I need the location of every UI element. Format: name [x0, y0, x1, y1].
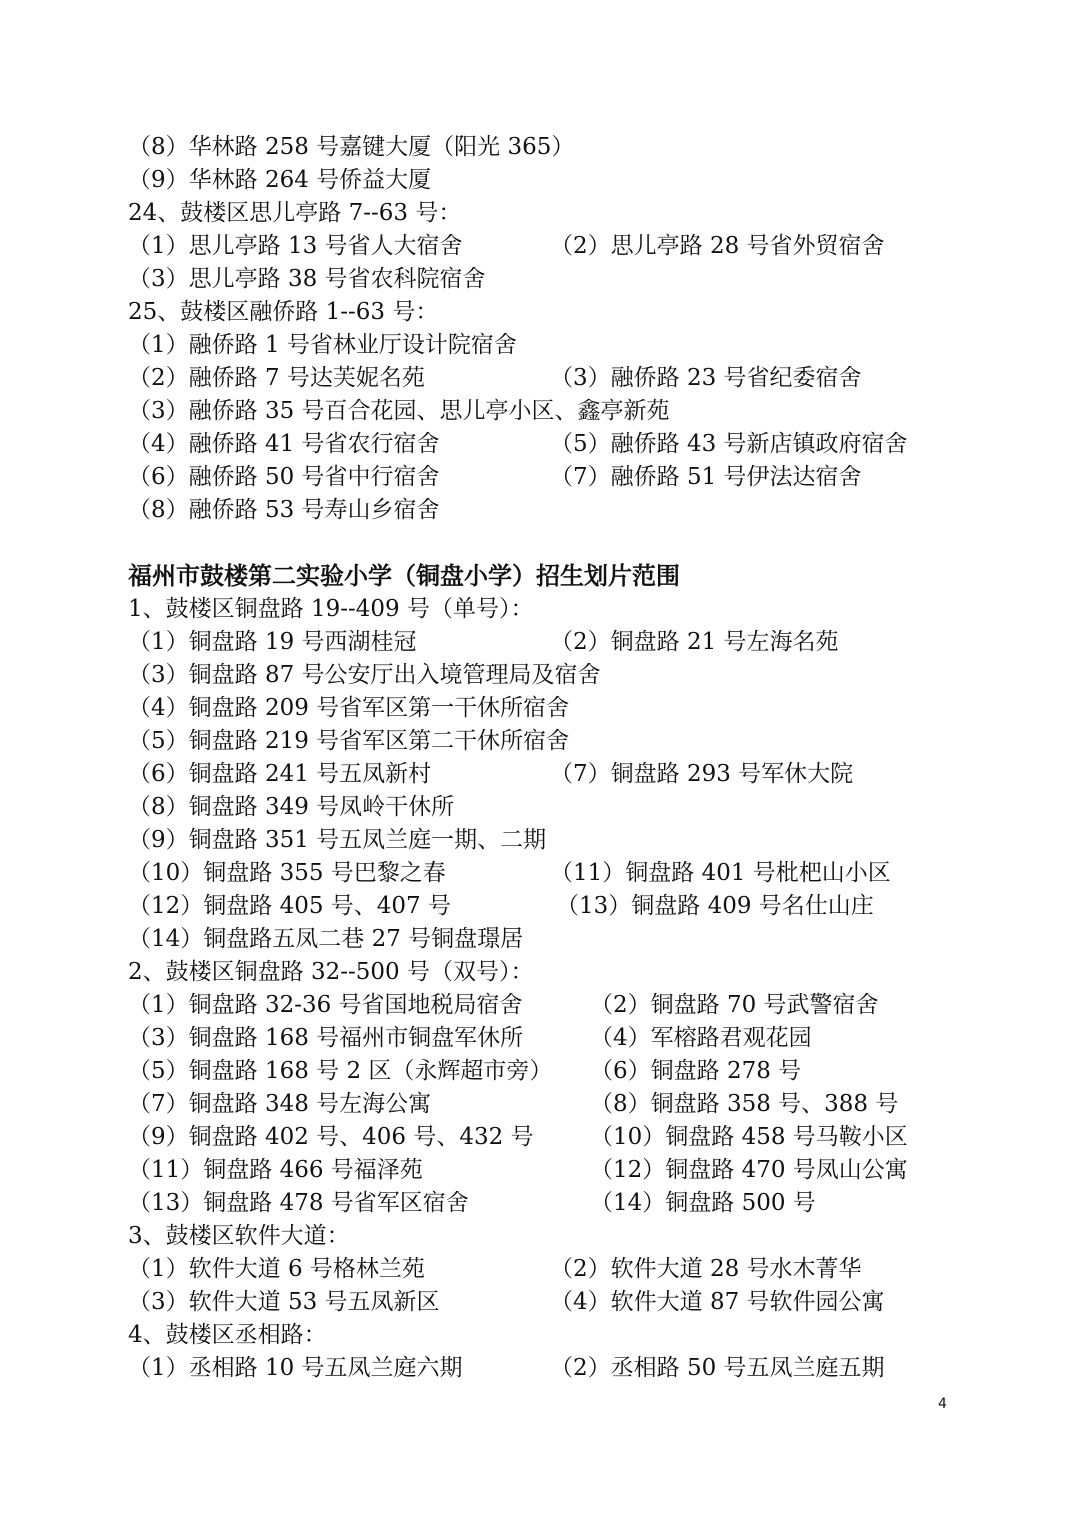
entry-left: （8）华林路 258 号嘉键大厦（阳光 365）: [128, 134, 575, 160]
text-line: [0, 395, 1080, 428]
text-line: [0, 758, 1080, 791]
text-line: [0, 692, 1080, 725]
section-heading: [0, 560, 1080, 593]
entry-right: （4）软件大道 87 号软件园公寓: [550, 1289, 885, 1315]
page-number: 4: [938, 1396, 947, 1412]
entry-left: （1）融侨路 1 号省林业厅设计院宿舍: [128, 332, 517, 358]
entry-left: （12）铜盘路 405 号、407 号: [128, 893, 451, 919]
entry-left: （1）软件大道 6 号格林兰苑: [128, 1256, 425, 1282]
text-line: [0, 1253, 1080, 1286]
entry-right: （2）铜盘路 70 号武警宿舍: [590, 992, 879, 1018]
text-line: [0, 461, 1080, 494]
text-line: [0, 197, 1080, 230]
entry-left: 24、鼓楼区思儿亭路 7--63 号：: [128, 200, 462, 226]
entry-left: （8）铜盘路 349 号凤岭干休所: [128, 794, 455, 820]
text-line: [0, 857, 1080, 890]
entry-right: （10）铜盘路 458 号马鞍小区: [590, 1124, 908, 1150]
text-line: [0, 494, 1080, 527]
entry-right: （7）铜盘路 293 号军休大院: [550, 761, 854, 787]
entry-left: （3）软件大道 53 号五凤新区: [128, 1289, 440, 1315]
entry-left: （9）华林路 264 号侨益大厦: [128, 167, 432, 193]
text-line: [0, 230, 1080, 263]
text-line: [0, 1055, 1080, 1088]
entry-left: 4、鼓楼区丞相路：: [128, 1322, 327, 1348]
entry-left: （4）融侨路 41 号省农行宿舍: [128, 431, 440, 457]
text-line: [0, 1154, 1080, 1187]
entry-left: （10）铜盘路 355 号巴黎之春: [128, 860, 446, 886]
entry-left: （1）铜盘路 19 号西湖桂冠: [128, 629, 417, 655]
text-line: [0, 791, 1080, 824]
entry-left: （11）铜盘路 466 号福泽苑: [128, 1157, 423, 1183]
text-line: [0, 890, 1080, 923]
entry-left: （7）铜盘路 348 号左海公寓: [128, 1091, 432, 1117]
entry-right: （2）思儿亭路 28 号省外贸宿舍: [550, 233, 885, 259]
entry-left: （9）铜盘路 402 号、406 号、432 号: [128, 1124, 534, 1150]
entry-left: （8）融侨路 53 号寿山乡宿舍: [128, 497, 440, 523]
text-line: [0, 1187, 1080, 1220]
entry-left: （4）铜盘路 209 号省军区第一干休所宿舍: [128, 695, 570, 721]
entry-left: 2、鼓楼区铜盘路 32--500 号（双号）：: [128, 959, 534, 985]
text-line: [0, 1352, 1080, 1385]
text-line: [0, 362, 1080, 395]
entry-right: （14）铜盘路 500 号: [590, 1190, 816, 1216]
text-line: [0, 1121, 1080, 1154]
text-line: [0, 1088, 1080, 1121]
entry-right: （11）铜盘路 401 号枇杷山小区: [550, 860, 891, 886]
entry-left: （3）思儿亭路 38 号省农科院宿舍: [128, 266, 486, 292]
entry-right: （4）军榕路君观花园: [590, 1025, 812, 1051]
entry-left: （3）铜盘路 87 号公安厅出入境管理局及宿舍: [128, 662, 601, 688]
text-line: [0, 131, 1080, 164]
text-line: [0, 263, 1080, 296]
entry-left: 25、鼓楼区融侨路 1--63 号：: [128, 299, 439, 325]
entry-left: （3）铜盘路 168 号福州市铜盘军休所: [128, 1025, 524, 1051]
entry-right: （8）铜盘路 358 号、388 号: [590, 1091, 899, 1117]
text-line: [0, 428, 1080, 461]
entry-right: （6）铜盘路 278 号: [590, 1058, 802, 1084]
entry-left: （14）铜盘路五凤二巷 27 号铜盘璟居: [128, 926, 524, 952]
text-line: [0, 1319, 1080, 1352]
entry-left: （6）融侨路 50 号省中行宿舍: [128, 464, 440, 490]
text-line: [0, 164, 1080, 197]
text-line: [0, 725, 1080, 758]
entry-left: 3、鼓楼区软件大道：: [128, 1223, 350, 1249]
entry-right: （13）铜盘路 409 号名仕山庄: [556, 893, 874, 919]
text-line: [0, 593, 1080, 626]
entry-right: （3）融侨路 23 号省纪委宿舍: [550, 365, 862, 391]
entry-left: （2）融侨路 7 号达芙妮名苑: [128, 365, 425, 391]
entry-left: （5）铜盘路 219 号省军区第二干休所宿舍: [128, 728, 570, 754]
text-line: [0, 923, 1080, 956]
entry-right: （5）融侨路 43 号新店镇政府宿舍: [550, 431, 908, 457]
entry-left: （6）铜盘路 241 号五凤新村: [128, 761, 432, 787]
text-line: [0, 956, 1080, 989]
entry-right: （2）铜盘路 21 号左海名苑: [550, 629, 839, 655]
text-line: [0, 329, 1080, 362]
entry-left: 福州市鼓楼第二实验小学（铜盘小学）招生划片范围: [128, 562, 680, 590]
entry-left: （1）铜盘路 32-36 号省国地税局宿舍: [128, 992, 523, 1018]
entry-left: （13）铜盘路 478 号省军区宿舍: [128, 1190, 469, 1216]
text-line: [0, 1022, 1080, 1055]
entry-right: （12）铜盘路 470 号凤山公寓: [590, 1157, 908, 1183]
text-line: [0, 1220, 1080, 1253]
text-line: [0, 626, 1080, 659]
text-line: [0, 1286, 1080, 1319]
entry-left: （3）融侨路 35 号百合花园、思儿亭小区、鑫亭新苑: [128, 398, 670, 424]
entry-left: 1、鼓楼区铜盘路 19--409 号（单号）：: [128, 596, 534, 622]
text-line: [0, 296, 1080, 329]
entry-right: （7）融侨路 51 号伊法达宿舍: [550, 464, 862, 490]
entry-left: （5）铜盘路 168 号 2 区（永辉超市旁）: [128, 1058, 553, 1084]
entry-left: （1）丞相路 10 号五凤兰庭六期: [128, 1355, 463, 1381]
entry-right: （2）丞相路 50 号五凤兰庭五期: [550, 1355, 885, 1381]
text-line: [0, 659, 1080, 692]
entry-left: （1）思儿亭路 13 号省人大宿舍: [128, 233, 463, 259]
entry-left: （9）铜盘路 351 号五凤兰庭一期、二期: [128, 827, 547, 853]
entry-right: （2）软件大道 28 号水木菁华: [550, 1256, 862, 1282]
text-line: [0, 989, 1080, 1022]
text-line: [0, 824, 1080, 857]
